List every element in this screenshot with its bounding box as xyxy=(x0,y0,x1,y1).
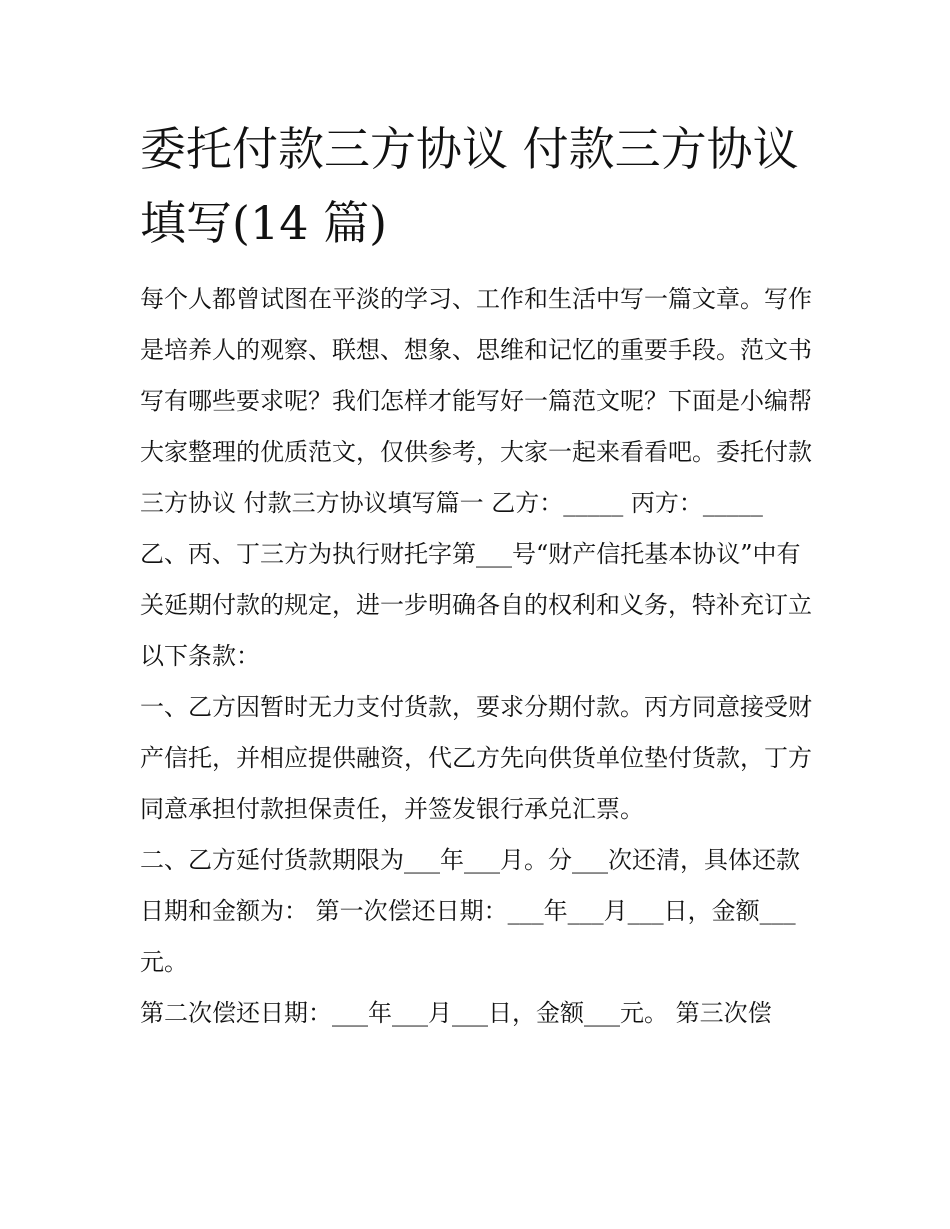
paragraph-clause-2: 二、乙方延付货款期限为___年___月。分___次还清，具体还款日期和金额为： 第一次偿还日期：___年___月___日，金额___元。 xyxy=(140,846,800,976)
paragraph-clause-1: 一、乙方因暂时无力支付货款，要求分期付款。丙方同意接受财产信托，并相应提供融资，代乙方先向供货单位垫付货款，丁方同意承担付款担保责任，并签发银行承兑汇票。 xyxy=(140,693,812,823)
document-title: 委托付款三方协议 付款三方协议填写(14 篇) xyxy=(140,122,799,250)
paragraph-purpose: 乙、丙、丁三方为执行财托字第___号“财产信托基本协议”中有关延期付款的规定，进一步明确各自的权利和义务，特补充订立以下条款： xyxy=(140,540,812,670)
paragraph-intro: 每个人都曾试图在平淡的学习、工作和生活中写一篇文章。写作是培养人的观察、联想、想象、思维和记忆的重要手段。范文书写有哪些要求呢？我们怎样才能写好一篇范文呢？下面是小编帮大家整理的优质范文，仅供参考，大家一起来看看吧。委托付款三方协议 付款三方协议填写篇一 乙方：_____ 丙方：_____ xyxy=(140,285,812,517)
paragraph-clause-2-continued: 第二次偿还日期：___年___月___日，金额___元。 第三次偿 xyxy=(140,999,772,1027)
document-page xyxy=(140,112,820,1039)
